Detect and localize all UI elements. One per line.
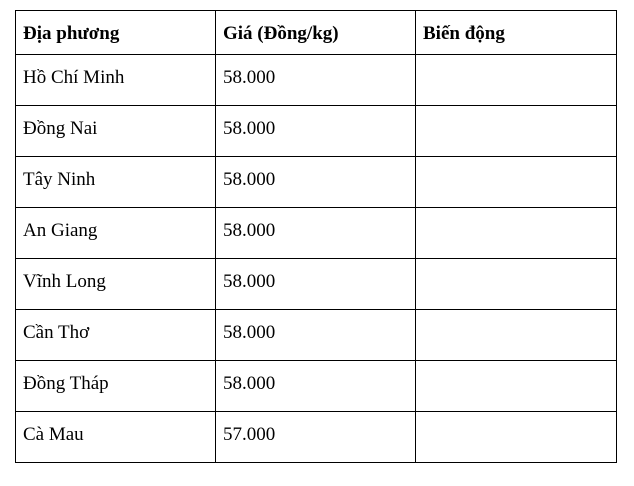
change-cell [416, 157, 617, 208]
table-header-row [16, 11, 617, 55]
price-cell: 58.000 [216, 259, 416, 310]
change-cell [416, 259, 617, 310]
change-cell [416, 310, 617, 361]
location-cell: Cần Thơ [16, 310, 216, 361]
location-cell: Tây Ninh [16, 157, 216, 208]
location-cell: An Giang [16, 208, 216, 259]
price-cell: 58.000 [216, 310, 416, 361]
location-cell: Hồ Chí Minh [16, 55, 216, 106]
table-row [16, 361, 617, 412]
price-cell: 58.000 [216, 106, 416, 157]
change-cell [416, 55, 617, 106]
table-row [16, 106, 617, 157]
price-cell: 58.000 [216, 208, 416, 259]
table-row [16, 259, 617, 310]
location-cell: Đồng Nai [16, 106, 216, 157]
change-cell [416, 106, 617, 157]
location-cell: Cà Mau [16, 412, 216, 463]
table-row [16, 157, 617, 208]
column-header-price: Giá (Đồng/kg) [216, 11, 416, 55]
price-cell: 58.000 [216, 55, 416, 106]
price-table [15, 10, 617, 463]
column-header-change: Biến động [416, 11, 617, 55]
change-cell [416, 412, 617, 463]
table-row [16, 310, 617, 361]
price-cell: 57.000 [216, 412, 416, 463]
table-row [16, 412, 617, 463]
table-row [16, 208, 617, 259]
column-header-location: Địa phương [16, 11, 216, 55]
location-cell: Vĩnh Long [16, 259, 216, 310]
change-cell [416, 361, 617, 412]
change-cell [416, 208, 617, 259]
price-cell: 58.000 [216, 361, 416, 412]
price-cell: 58.000 [216, 157, 416, 208]
location-cell: Đồng Tháp [16, 361, 216, 412]
table-row [16, 55, 617, 106]
